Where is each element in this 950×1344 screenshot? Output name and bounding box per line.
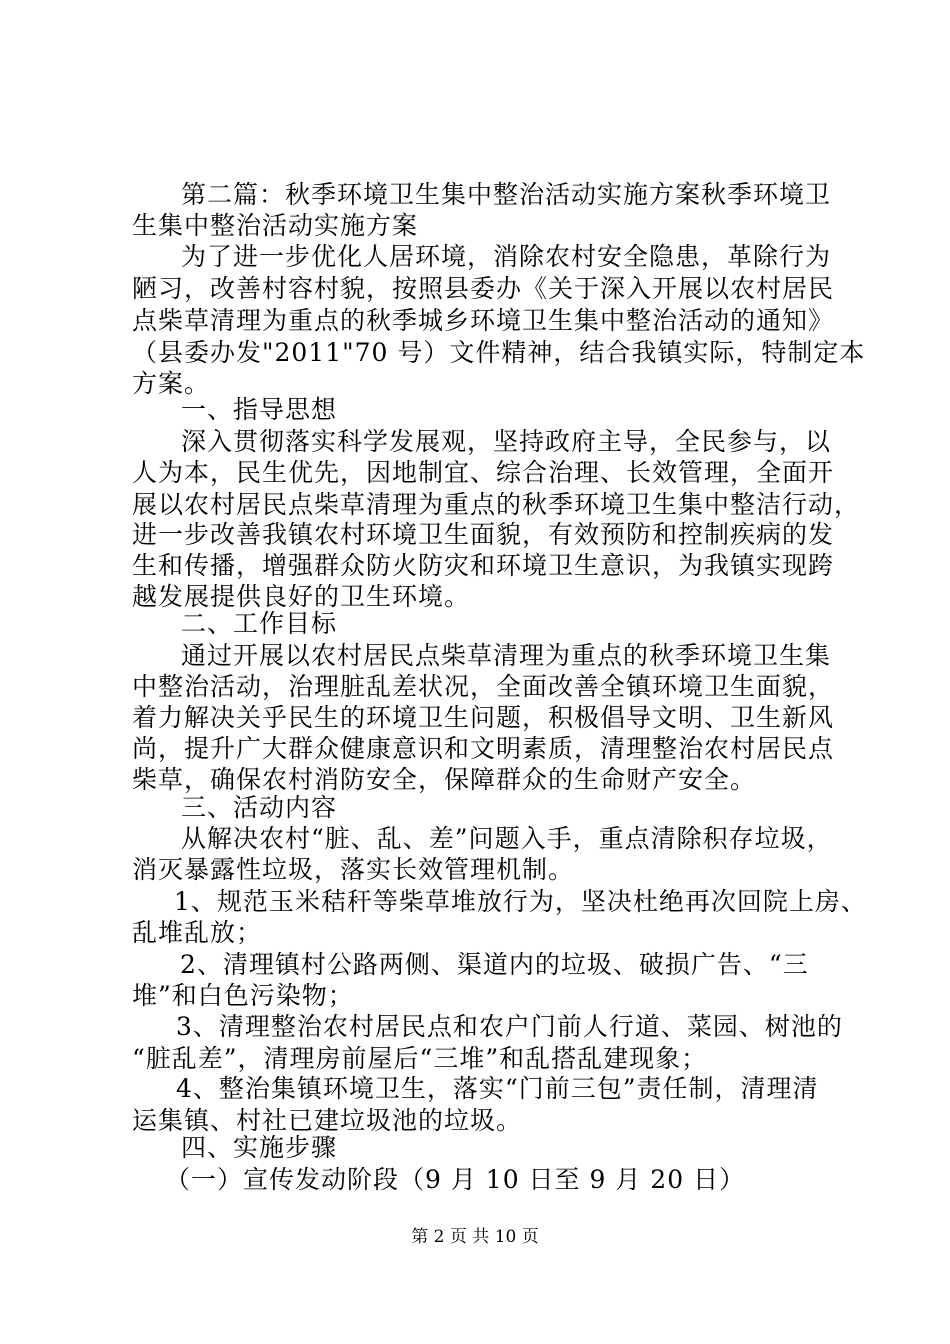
title-line-2: 生集中整治活动实施方案 <box>132 211 419 240</box>
paragraph-line: 消灭暴露性垃圾，落实长效管理机制。 <box>132 855 575 884</box>
list-item-line: “脏乱差”，清理房前屋后“三堆”和乱搭乱建现象； <box>132 1044 708 1073</box>
paragraph-line: 深入贯彻落实科学发展观，坚持政府主导，全民参与，以 <box>181 427 832 456</box>
paragraph-line: 尚，提升广大群众健康意识和文明素质，清理整治农村居民点 <box>132 734 835 763</box>
paragraph-line: 展以农村居民点柴草清理为重点的秋季环境卫生集中整洁行动， <box>132 490 861 519</box>
paragraph-line: 进一步改善我镇农村环境卫生面貌，有效预防和控制疾病的发 <box>132 520 835 549</box>
subsection-heading: （一）宣传发动阶段（9 月 10 日至 9 月 20 日） <box>165 1165 746 1194</box>
section-heading: 三、活动内容 <box>181 793 338 822</box>
list-item-line: 1、规范玉米秸秆等柴草堆放行为，坚决杜绝再次回院上房、 <box>174 887 867 916</box>
section-heading: 一、指导思想 <box>181 395 338 424</box>
paragraph-line: 柴草，确保农村消防安全，保障群众的生命财产安全。 <box>132 765 757 794</box>
paragraph-line: 人为本，民生优先，因地制宜、综合治理、长效管理，全面开 <box>132 458 835 487</box>
paragraph-line: 陋习，改善村容村貌，按照县委办《关于深入开展以农村居民 <box>132 274 835 303</box>
section-heading: 四、实施步骤 <box>181 1133 338 1162</box>
list-item-line: 4、整治集镇环境卫生，落实“门前三包”责任制，清理清 <box>176 1074 819 1103</box>
paragraph-line: 方案。 <box>132 369 211 398</box>
paragraph-line: 从解决农村“脏、乱、差”问题入手，重点清除积存垃圾， <box>181 824 833 853</box>
paragraph-line: 生和传播，增强群众防火防灾和环境卫生意识，为我镇实现跨 <box>132 551 835 580</box>
paragraph-line: 点柴草清理为重点的秋季城乡环境卫生集中整治活动的通知》 <box>132 306 835 335</box>
paragraph-line: 越发展提供良好的卫生环境。 <box>132 582 471 611</box>
list-item-line: 堆”和白色污染物； <box>132 981 354 1010</box>
paragraph-line: 通过开展以农村居民点柴草清理为重点的秋季环境卫生集 <box>181 641 832 670</box>
title-line-1: 第二篇：秋季环境卫生集中整治活动实施方案秋季环境卫 <box>181 180 832 209</box>
paragraph-line: 着力解决关乎民生的环境卫生问题，积极倡导文明、卫生新风 <box>132 703 835 732</box>
paragraph-line: 为了进一步优化人居环境，消除农村安全隐患，革除行为 <box>181 242 832 271</box>
paragraph-line: （县委办发"2011"70 号）文件精神，结合我镇实际，特制定本 <box>132 338 866 367</box>
section-heading: 二、工作目标 <box>181 609 338 638</box>
paragraph-line: 中整治活动，治理脏乱差状况，全面改善全镇环境卫生面貌， <box>132 672 835 701</box>
list-item-line: 乱堆乱放； <box>132 918 263 947</box>
list-item-line: 2、清理镇村公路两侧、渠道内的垃圾、破损广告、“三 <box>180 950 809 979</box>
list-item-line: 运集镇、村社已建垃圾池的垃圾。 <box>132 1106 523 1135</box>
page-footer: 第 2 页 共 10 页 <box>411 1227 539 1247</box>
list-item-line: 3、清理整治农村居民点和农户门前人行道、菜园、树池的 <box>176 1012 843 1041</box>
